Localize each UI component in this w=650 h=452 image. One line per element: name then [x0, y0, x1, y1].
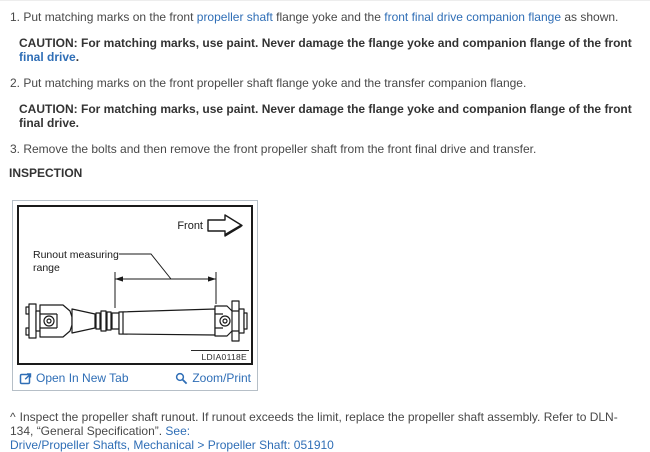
magnifier-icon [175, 372, 188, 385]
propeller-shaft-figure[interactable] [17, 205, 253, 365]
step-1-text-mid: flange yoke and the [272, 10, 385, 24]
zoom-print-label: Zoom/Print [192, 371, 251, 385]
step-3: 3. Remove the bolts and then remove the front propeller shaft from the front final drive and transfer. [10, 142, 537, 156]
step-2: 2. Put matching marks on the front propeller shaft flange yoke and the transfer companion flange. [10, 76, 527, 90]
see-link[interactable]: See: [165, 424, 191, 438]
inspection-heading: INSPECTION [9, 166, 83, 180]
figure-code-label: LDIA0118E [191, 350, 249, 362]
propeller-shaft-drawing [26, 301, 247, 341]
caution-note-1 [19, 36, 640, 64]
propeller-shaft-link[interactable]: propeller shaft [196, 10, 273, 24]
inspection-note-text: Inspect the propeller shaft runout. If runout exceeds the limit, replace the propeller shaft assembly. Refer to DLN-134, “General Specification”. [10, 410, 618, 438]
step-1-text: 1. Put matching marks on the front [10, 10, 197, 24]
inspection-note [10, 410, 640, 438]
open-in-new-tab-icon [19, 372, 32, 385]
figure-box [12, 200, 258, 391]
propeller-shaft-diagram [19, 207, 251, 363]
front-label: Front [177, 220, 203, 232]
step-1 [10, 10, 640, 24]
open-in-new-tab-link[interactable] [19, 371, 129, 385]
final-drive-link[interactable]: final drive [19, 50, 76, 64]
note-marker: ^ [10, 410, 16, 424]
companion-flange-link[interactable]: front final drive companion flange [384, 10, 562, 24]
step-1-text-end: as shown. [561, 10, 619, 24]
dimension-lines [115, 254, 216, 308]
see-continuation-link [10, 438, 640, 452]
zoom-print-link[interactable] [175, 371, 251, 385]
caution-note-2: CAUTION: For matching marks, use paint. Never damage the flange yoke and companion flange of the front final drive. [19, 102, 632, 130]
caution-1-text: CAUTION: For matching marks, use paint. Never damage the flange yoke and companion flange of the front [19, 36, 632, 50]
front-direction-arrow-icon [208, 215, 242, 236]
manual-page [0, 1, 650, 452]
caution-1-text-end: . [75, 50, 80, 64]
open-in-new-tab-label: Open In New Tab [36, 371, 129, 385]
runout-label-line2: range [33, 262, 60, 274]
runout-label-line1: Runout measuring [33, 249, 119, 261]
continuation-link[interactable]: Drive/Propeller Shafts, Mechanical > Propeller Shaft: 051910 [10, 438, 334, 452]
